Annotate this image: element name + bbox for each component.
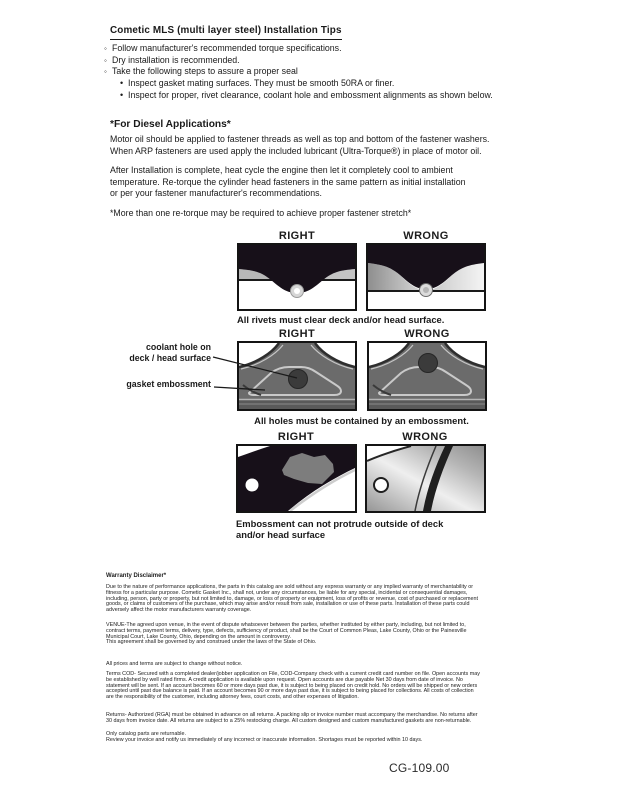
open-bullet-icon: ◦ xyxy=(104,44,107,53)
rivet-right-graphic xyxy=(239,245,355,309)
disclaimer-paragraph: Terms COD- Secured with a completed dealer/jobber application on File, COD-Company check with a current credit card number on file. Open accounts may be established by well rated firms. A credit application is available upon request. Open accounts are due payable Net 30 days from date of invoice. No statement will be sent. If an account becomes 60 or more days past due, it is subject to being placed on credit hold. No orders will be shipped or new orders accepted until past due balance is paid. If an account becomes 90 or more days past due, it is subject to being placed for collections. All costs of collection are the responsibility of the customer, including attorney fees, court costs, and other expenses of litigation. xyxy=(106,671,480,700)
gasket-embossment-label: gasket embossment xyxy=(126,379,211,389)
filled-bullet-icon: • xyxy=(120,78,124,89)
rivet-right-diagram xyxy=(237,243,357,311)
protrude-right-graphic xyxy=(238,446,355,511)
retorque-note: *More than one re-torque may be required to achieve proper fastener stretch* xyxy=(110,208,412,218)
protrude-wrong-header: WRONG xyxy=(402,431,448,443)
protrude-caption: Embossment can not protrude outside of deck and/or head surface xyxy=(236,518,444,540)
holes-wrong-graphic xyxy=(369,343,485,409)
diesel-applications-heading: *For Diesel Applications* xyxy=(110,119,231,130)
tip-text: Follow manufacturer's recommended torque specifications. xyxy=(112,43,342,53)
disclaimer-paragraph: VENUE-The agreed upon venue, in the event of dispute whatsoever between the parties, whether instituted by either party, including, but not limited to, contract terms, payment terms, delivery, type, defects, sufficiency of product, shall be the Court of Common Pleas, Lake County, Ohio or the Painesville Municipal Court, Lake County, Ohio, depending on the amount in controversy. This agreement shall be governed by and construed under the laws of the State of Ohio. xyxy=(106,622,467,646)
diesel-paragraph-2: After Installation is complete, heat cycle the engine then let it completely cool to ambient temperature. Re-torque the cylinder head fasteners in the same pattern as initial installation or per your fastener manufacturer's recommendations. xyxy=(110,165,466,199)
list-item xyxy=(120,90,493,102)
open-bullet-icon: ◦ xyxy=(104,67,107,77)
list-item xyxy=(104,66,493,78)
holes-wrong-header: WRONG xyxy=(404,328,450,340)
tip-text: Inspect for proper, rivet clearance, coolant hole and embossment alignments as shown below. xyxy=(128,89,493,100)
tip-text: Inspect gasket mating surfaces. They must be smooth 50RA or finer. xyxy=(128,78,395,89)
filled-bullet-icon: • xyxy=(120,89,124,100)
disclaimer-paragraph: Due to the nature of performance applications, the parts in this catalog are sold without any express warranty or any implied warranty of merchantability or fitness for a particular purpose. Cometic Gasket Inc., shall not, under any circumstances, be liable for any special, incidental or consequential damages, including, person, party or property, but not limited to, damage, or loss of property or equipment, loss of profits or revenue, cost of purchased or replacement goods, or claims of customers of the purchase, which may arise and/or result from sale, installation or use of these parts. Installation of these parts could adversely affect the motor manufacturers warranty coverage. xyxy=(106,584,479,613)
rivet-wrong-diagram xyxy=(366,243,486,311)
coolant-hole-label: coolant hole on deck / head surface xyxy=(129,342,211,363)
diesel-paragraph-1: Motor oil should be applied to fastener threads as well as top and bottom of the fastener washers. When ARP fasteners are used apply the included lubricant (Ultra-Torque®) in place of motor oil. xyxy=(110,134,490,156)
list-item xyxy=(120,78,493,90)
holes-right-header: RIGHT xyxy=(278,328,316,340)
disclaimer-paragraph: Returns- Authorized (RGA) must be obtained in advance on all returns. A packing slip or invoice number must accompany the merchandise. No returns after 30 days from invoice date. All returns are subject to a 25% restocking charge. All custom designed and custom manufactured gaskets are non-returnable. xyxy=(106,712,478,724)
rivet-wrong-graphic xyxy=(368,245,484,309)
page-title: Cometic MLS (multi layer steel) Installation Tips xyxy=(110,25,342,40)
list-item xyxy=(104,43,493,55)
page-code: CG-109.00 xyxy=(389,761,450,775)
protrude-wrong-graphic xyxy=(367,446,484,511)
open-bullet-icon: ◦ xyxy=(104,55,107,65)
protrude-right-header: RIGHT xyxy=(277,431,315,443)
protrude-wrong-diagram xyxy=(365,444,486,513)
holes-caption: All holes must be contained by an embossment. xyxy=(254,415,469,426)
tip-text: Dry installation is recommended. xyxy=(112,54,240,65)
list-item xyxy=(104,55,493,67)
installation-tips-list xyxy=(104,43,493,102)
holes-right-diagram xyxy=(237,341,357,411)
tip-text: Take the following steps to assure a proper seal xyxy=(112,66,298,77)
disclaimer-paragraph: All prices and terms are subject to change without notice. xyxy=(106,661,243,667)
holes-right-graphic xyxy=(239,343,355,409)
disclaimer-paragraph: Only catalog parts are returnable. Review your invoice and notify us immediately of any incorrect or inaccurate information. Shortages must be reported within 10 days. xyxy=(106,731,423,743)
warranty-disclaimer-heading: Warranty Disclaimer* xyxy=(106,573,167,579)
rivet-right-header: RIGHT xyxy=(278,230,316,242)
protrude-right-diagram xyxy=(236,444,357,513)
rivet-caption: All rivets must clear deck and/or head surface. xyxy=(237,314,445,325)
holes-wrong-diagram xyxy=(367,341,487,411)
rivet-wrong-header: WRONG xyxy=(403,230,449,242)
